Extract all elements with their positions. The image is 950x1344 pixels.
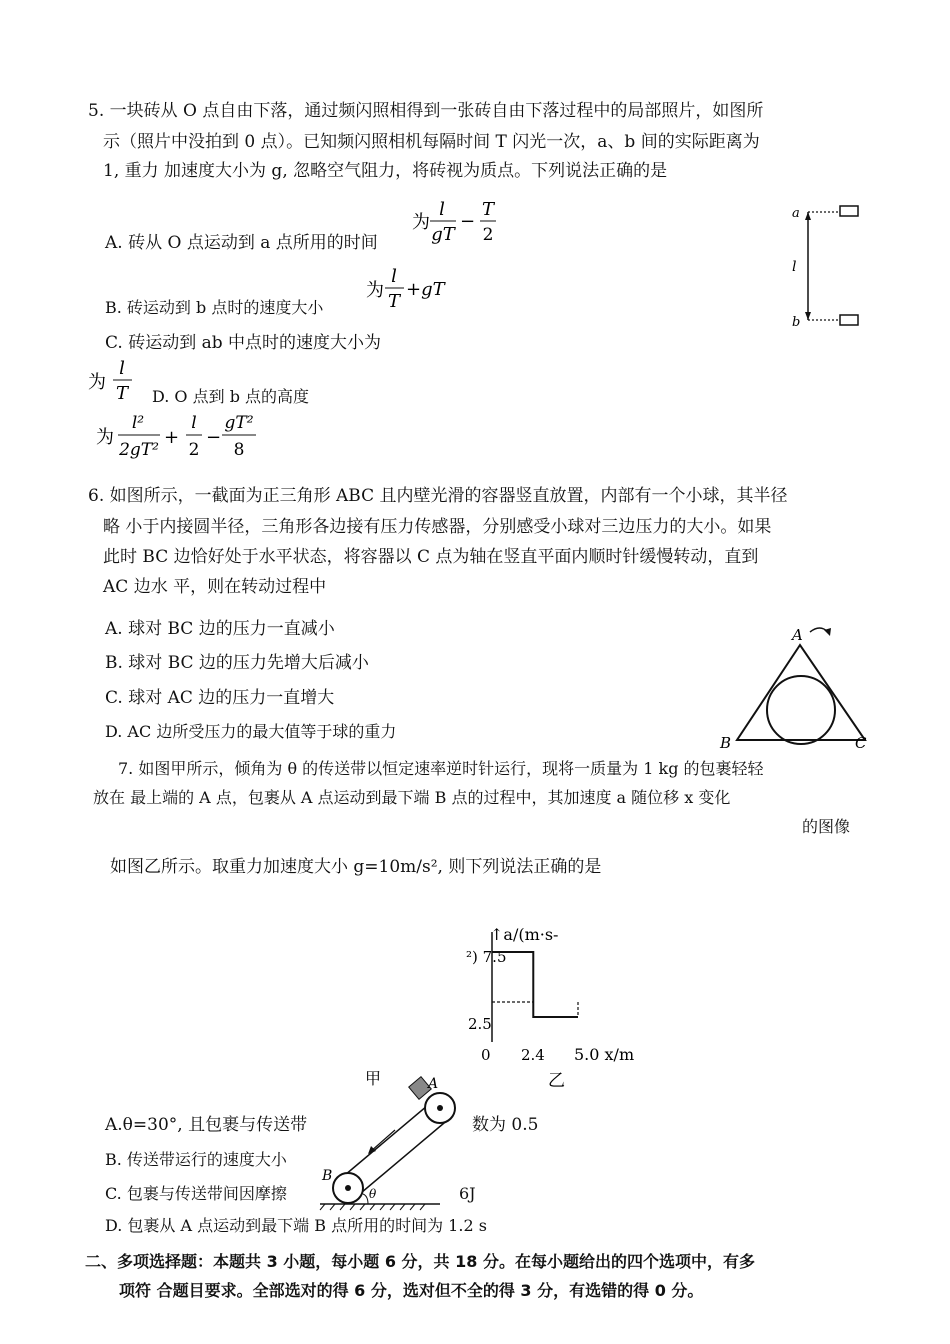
- svg-text:2: 2: [188, 440, 200, 460]
- q7-graph: [460, 920, 660, 1090]
- q5-option-c-formula: [88, 356, 146, 406]
- section2-line2: 项符 合题目要求。全部选对的得 6 分，选对但不全的得 3 分，有选错的得 0 分。: [119, 1281, 704, 1300]
- q5-line1: 5. 一块砖从 O 点自由下落，通过频闪照相得到一张砖自由下落过程中的局部照片，如图所: [88, 101, 764, 121]
- graph-ylabel-top-tick: ²) 7.5: [466, 948, 507, 966]
- ball: [767, 676, 835, 744]
- q6-line1: 6. 如图所示，一截面为正三角形 ABC 且内壁光滑的容器竖直放置，内部有一个小球，其半径: [88, 486, 788, 506]
- q6-option-b: B. 球对 BC 边的压力先增大后减小: [105, 653, 369, 673]
- svg-text:l: l: [191, 413, 197, 433]
- q7-option-a: A.θ=30°, 且包裹与传送带: [105, 1115, 308, 1135]
- svg-text:−: −: [460, 211, 476, 232]
- vertex-a-label: A: [792, 626, 803, 644]
- svg-text:2gT²: 2gT²: [119, 440, 159, 460]
- svg-text:8: 8: [233, 440, 245, 460]
- q5-line2: 示（照片中没拍到 0 点）。已知频闪照相机每隔时间 T 闪光一次，a、b 间的实际距离为: [103, 132, 760, 152]
- brick-top: [840, 206, 858, 216]
- svg-text:l: l: [439, 199, 445, 220]
- q6-line2: 略 小于内接圆半径，三角形各边接有压力传感器，分别感受小球对三边压力的大小。如果: [103, 517, 772, 537]
- svg-text:gT²: gT²: [224, 413, 254, 433]
- vertex-c-label: C: [855, 734, 867, 752]
- graph-caption: 乙: [548, 1071, 565, 1091]
- graph-x1: 2.4: [521, 1046, 545, 1064]
- svg-text:+: +: [164, 427, 180, 448]
- vertex-b-label: B: [720, 734, 732, 752]
- q7-line1: 7. 如图甲所示，倾角为 θ 的传送带以恒定速率逆时针运行，现将一质量为 1 kg 的包裹轻轻: [118, 759, 764, 778]
- q7-line3: 的图像: [802, 817, 851, 836]
- svg-text:T: T: [387, 291, 401, 312]
- q5-option-a: A. 砖从 O 点运动到 a 点所用的时间: [105, 233, 378, 253]
- graph-ytick-low: 2.5: [468, 1015, 492, 1033]
- distance-l-label: l: [792, 259, 797, 275]
- svg-text:为: 为: [366, 280, 384, 301]
- q7-option-a-tail: 数为 0.5: [472, 1115, 539, 1135]
- graph-x2: 5.0 x/m: [574, 1045, 635, 1064]
- formula-prefix: 为: [412, 212, 430, 233]
- q6-option-c: C. 球对 AC 边的压力一直增大: [105, 688, 335, 708]
- svg-text:2: 2: [482, 225, 494, 245]
- svg-text:l: l: [391, 266, 397, 287]
- point-a-label: a: [792, 206, 800, 221]
- svg-text:−: −: [206, 427, 222, 448]
- svg-text:l²: l²: [131, 413, 145, 433]
- q5-option-b-formula: [366, 264, 466, 314]
- q7-option-d: D. 包裹从 A 点运动到最下端 B 点所用的时间为 1.2 s: [105, 1216, 487, 1235]
- belt-caption: 甲: [365, 1069, 382, 1088]
- q6-line4: AC 边水 平，则在转动过程中: [103, 577, 327, 597]
- graph-ylabel: ↑a/(m·s-: [490, 925, 559, 944]
- q7-option-c-tail: 6J: [459, 1184, 476, 1203]
- q7-option-b: B. 传送带运行的速度大小: [105, 1150, 287, 1169]
- q7-line2: 放在 最上端的 A 点，包裹从 A 点运动到最下端 B 点的过程中，其加速度 a 随位移 x 变化: [93, 788, 731, 807]
- angle-theta-label: θ: [369, 1187, 377, 1201]
- svg-text:T: T: [115, 383, 129, 404]
- svg-text:+gT: +gT: [406, 279, 445, 300]
- section2-line1: 二、多项选择题：本题共 3 小题，每小题 6 分，共 18 分。在每小题给出的四个选项中，有多: [85, 1252, 755, 1271]
- svg-text:T: T: [481, 199, 495, 220]
- q5-line3: 1, 重力 加速度大小为 g, 忽略空气阻力，将砖视为质点。下列说法正确的是: [103, 161, 668, 181]
- q5-option-d: D. O 点到 b 点的高度: [152, 387, 310, 406]
- q6-option-d: D. AC 边所受压力的最大值等于球的重力: [105, 722, 397, 741]
- q5-brick-figure: [780, 198, 870, 333]
- svg-text:gT: gT: [431, 224, 455, 245]
- brick-bottom: [840, 315, 858, 325]
- q6-option-a: A. 球对 BC 边的压力一直减小: [105, 619, 335, 639]
- q6-triangle-figure: [710, 620, 870, 755]
- point-b-label: b: [792, 315, 801, 330]
- svg-text:为: 为: [96, 427, 114, 448]
- graph-x0: 0: [481, 1046, 491, 1064]
- point-b-label: B: [322, 1168, 333, 1184]
- q5-option-a-formula: [410, 196, 510, 246]
- point-a-label: A: [428, 1076, 439, 1092]
- q5-option-d-formula: [96, 410, 276, 464]
- svg-text:l: l: [119, 358, 125, 379]
- q7-option-c: C. 包裹与传送带间因摩擦: [105, 1184, 287, 1203]
- q6-line3: 此时 BC 边恰好处于水平状态，将容器以 C 点为轴在竖直平面内顺时针缓慢转动，直到: [103, 547, 759, 567]
- q5-option-b: B. 砖运动到 b 点时的速度大小: [105, 298, 324, 317]
- svg-text:为: 为: [88, 372, 106, 393]
- q5-option-c: C. 砖运动到 ab 中点时的速度大小为: [105, 333, 382, 353]
- q7-line4: 如图乙所示。取重力加速度大小 g=10m/s², 则下列说法正确的是: [110, 857, 602, 877]
